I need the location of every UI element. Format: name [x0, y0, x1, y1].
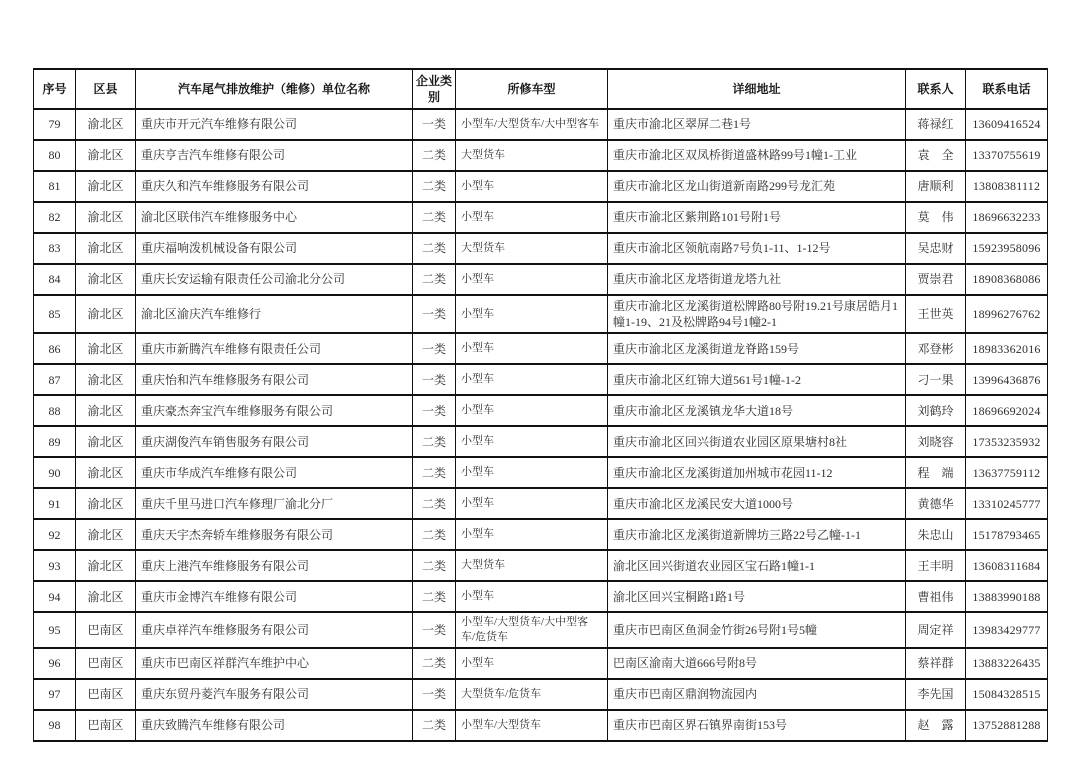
- cell-index: 93: [34, 550, 76, 581]
- cell-district: 渝北区: [76, 364, 136, 395]
- cell-index: 79: [34, 109, 76, 140]
- cell-index: 87: [34, 364, 76, 395]
- cell-name: 重庆市华成汽车维修有限公司: [136, 457, 413, 488]
- table-row: [34, 426, 1048, 457]
- cell-district: 渝北区: [76, 519, 136, 550]
- cell-phone: 13752881288: [966, 710, 1048, 741]
- table-row: [34, 264, 1048, 295]
- cell-index: 89: [34, 426, 76, 457]
- cell-name: 重庆卓祥汽车维修服务有限公司: [136, 612, 413, 648]
- column-header-name: 汽车尾气排放维护（维修）单位名称: [136, 69, 413, 109]
- cell-address: 重庆市渝北区龙溪镇龙华大道18号: [608, 395, 906, 426]
- cell-district: 渝北区: [76, 581, 136, 612]
- cell-name: 重庆市开元汽车维修有限公司: [136, 109, 413, 140]
- cell-vehicle_types: 小型车: [456, 364, 608, 395]
- cell-phone: 13983429777: [966, 612, 1048, 648]
- cell-contact: 蒋禄红: [906, 109, 966, 140]
- exhaust-maintenance-table: [33, 68, 1048, 742]
- cell-district: 巴南区: [76, 612, 136, 648]
- table-row: [34, 295, 1048, 333]
- cell-phone: 13883226435: [966, 648, 1048, 679]
- cell-category: 二类: [413, 264, 456, 295]
- cell-index: 88: [34, 395, 76, 426]
- cell-category: 一类: [413, 364, 456, 395]
- table-row: [34, 202, 1048, 233]
- cell-contact: 邓登彬: [906, 333, 966, 364]
- cell-contact: 袁 全: [906, 140, 966, 171]
- cell-name: 重庆天宇杰奔轿车维修服务有限公司: [136, 519, 413, 550]
- cell-name: 重庆福响泼机械设备有限公司: [136, 233, 413, 264]
- table-row: [34, 109, 1048, 140]
- cell-vehicle_types: 大型货车: [456, 140, 608, 171]
- cell-vehicle_types: 小型车: [456, 426, 608, 457]
- cell-name: 重庆东贸丹菱汽车服务有限公司: [136, 679, 413, 710]
- cell-category: 二类: [413, 202, 456, 233]
- cell-contact: 莫 伟: [906, 202, 966, 233]
- cell-contact: 贾崇君: [906, 264, 966, 295]
- cell-address: 重庆市渝北区回兴街道农业园区原果塘村8社: [608, 426, 906, 457]
- cell-category: 二类: [413, 457, 456, 488]
- cell-index: 90: [34, 457, 76, 488]
- column-header-phone: 联系电话: [966, 69, 1048, 109]
- cell-vehicle_types: 小型车/大型货车/大中型客车: [456, 109, 608, 140]
- cell-contact: 黄德华: [906, 488, 966, 519]
- column-header-vehicle_types: 所修车型: [456, 69, 608, 109]
- cell-address: 重庆市渝北区龙塔街道龙塔九社: [608, 264, 906, 295]
- column-header-contact: 联系人: [906, 69, 966, 109]
- cell-contact: 赵 露: [906, 710, 966, 741]
- cell-address: 重庆市渝北区双凤桥街道盛林路99号1幢1-工业: [608, 140, 906, 171]
- cell-vehicle_types: 小型车/大型货车: [456, 710, 608, 741]
- cell-district: 巴南区: [76, 679, 136, 710]
- cell-phone: 18983362016: [966, 333, 1048, 364]
- cell-name: 重庆市巴南区祥群汽车维护中心: [136, 648, 413, 679]
- cell-index: 98: [34, 710, 76, 741]
- column-header-district: 区县: [76, 69, 136, 109]
- cell-contact: 曹祖伟: [906, 581, 966, 612]
- cell-contact: 刘鹤玲: [906, 395, 966, 426]
- cell-contact: 朱忠山: [906, 519, 966, 550]
- cell-index: 84: [34, 264, 76, 295]
- cell-name: 重庆千里马进口汽车修理厂渝北分厂: [136, 488, 413, 519]
- cell-district: 渝北区: [76, 264, 136, 295]
- cell-district: 渝北区: [76, 333, 136, 364]
- cell-phone: 17353235932: [966, 426, 1048, 457]
- cell-phone: 15923958096: [966, 233, 1048, 264]
- cell-vehicle_types: 小型车: [456, 202, 608, 233]
- table-row: [34, 519, 1048, 550]
- table-row: [34, 364, 1048, 395]
- table-row: [34, 395, 1048, 426]
- cell-contact: 蔡祥群: [906, 648, 966, 679]
- cell-address: 重庆市巴南区鱼洞金竹街26号附1号5幢: [608, 612, 906, 648]
- table-body: [34, 109, 1048, 741]
- cell-contact: 刘晓容: [906, 426, 966, 457]
- cell-vehicle_types: 小型车: [456, 395, 608, 426]
- table-row: [34, 140, 1048, 171]
- cell-phone: 13883990188: [966, 581, 1048, 612]
- cell-vehicle_types: 小型车: [456, 519, 608, 550]
- cell-category: 一类: [413, 333, 456, 364]
- cell-name: 重庆怡和汽车维修服务有限公司: [136, 364, 413, 395]
- table-row: [34, 457, 1048, 488]
- cell-district: 渝北区: [76, 426, 136, 457]
- cell-name: 重庆亨吉汽车维修有限公司: [136, 140, 413, 171]
- column-header-address: 详细地址: [608, 69, 906, 109]
- column-header-category: 企业类别: [413, 69, 456, 109]
- cell-index: 85: [34, 295, 76, 333]
- cell-name: 重庆久和汽车维修服务有限公司: [136, 171, 413, 202]
- cell-contact: 周定祥: [906, 612, 966, 648]
- cell-category: 一类: [413, 612, 456, 648]
- cell-phone: 13608311684: [966, 550, 1048, 581]
- cell-district: 渝北区: [76, 295, 136, 333]
- cell-vehicle_types: 小型车: [456, 333, 608, 364]
- cell-address: 重庆市渝北区紫荆路101号附1号: [608, 202, 906, 233]
- cell-address: 重庆市渝北区龙溪街道加州城市花园11-12: [608, 457, 906, 488]
- cell-phone: 18908368086: [966, 264, 1048, 295]
- column-header-index: 序号: [34, 69, 76, 109]
- cell-contact: 唐顺利: [906, 171, 966, 202]
- cell-index: 91: [34, 488, 76, 519]
- cell-category: 二类: [413, 550, 456, 581]
- cell-district: 渝北区: [76, 140, 136, 171]
- cell-name: 重庆市新腾汽车维修有限责任公司: [136, 333, 413, 364]
- cell-phone: 13808381112: [966, 171, 1048, 202]
- cell-phone: 13996436876: [966, 364, 1048, 395]
- table-row: [34, 679, 1048, 710]
- cell-district: 渝北区: [76, 395, 136, 426]
- cell-phone: 13609416524: [966, 109, 1048, 140]
- cell-name: 重庆湖俊汽车销售服务有限公司: [136, 426, 413, 457]
- cell-phone: 18696632233: [966, 202, 1048, 233]
- cell-phone: 13370755619: [966, 140, 1048, 171]
- cell-vehicle_types: 大型货车: [456, 550, 608, 581]
- cell-phone: 18696692024: [966, 395, 1048, 426]
- table-row: [34, 581, 1048, 612]
- cell-district: 渝北区: [76, 488, 136, 519]
- cell-vehicle_types: 小型车/大型货车/大中型客车/危货车: [456, 612, 608, 648]
- cell-district: 渝北区: [76, 233, 136, 264]
- table-row: [34, 488, 1048, 519]
- cell-index: 92: [34, 519, 76, 550]
- cell-district: 渝北区: [76, 109, 136, 140]
- cell-index: 82: [34, 202, 76, 233]
- table-row: [34, 333, 1048, 364]
- cell-category: 二类: [413, 171, 456, 202]
- cell-index: 83: [34, 233, 76, 264]
- cell-phone: 13310245777: [966, 488, 1048, 519]
- cell-address: 重庆市渝北区翠屏二巷1号: [608, 109, 906, 140]
- cell-category: 二类: [413, 140, 456, 171]
- cell-address: 重庆市渝北区领航南路7号负1-11、1-12号: [608, 233, 906, 264]
- cell-phone: 13637759112: [966, 457, 1048, 488]
- cell-vehicle_types: 小型车: [456, 171, 608, 202]
- cell-address: 巴南区渝南大道666号附8号: [608, 648, 906, 679]
- cell-category: 二类: [413, 519, 456, 550]
- cell-vehicle_types: 大型货车/危货车: [456, 679, 608, 710]
- table-header-row: [34, 69, 1048, 109]
- cell-district: 渝北区: [76, 171, 136, 202]
- cell-category: 一类: [413, 679, 456, 710]
- cell-name: 重庆长安运输有限责任公司渝北分公司: [136, 264, 413, 295]
- cell-category: 二类: [413, 648, 456, 679]
- cell-phone: 15178793465: [966, 519, 1048, 550]
- cell-vehicle_types: 大型货车: [456, 233, 608, 264]
- table-row: [34, 233, 1048, 264]
- cell-index: 95: [34, 612, 76, 648]
- cell-vehicle_types: 小型车: [456, 648, 608, 679]
- table-row: [34, 612, 1048, 648]
- cell-category: 二类: [413, 233, 456, 264]
- cell-district: 渝北区: [76, 202, 136, 233]
- table-row: [34, 171, 1048, 202]
- table-row: [34, 710, 1048, 741]
- cell-index: 81: [34, 171, 76, 202]
- cell-address: 渝北区回兴宝桐路1路1号: [608, 581, 906, 612]
- cell-address: 重庆市巴南区鼎润物流园内: [608, 679, 906, 710]
- cell-address: 重庆市渝北区龙溪民安大道1000号: [608, 488, 906, 519]
- cell-address: 重庆市渝北区龙溪街道新牌坊三路22号乙幢-1-1: [608, 519, 906, 550]
- cell-category: 一类: [413, 295, 456, 333]
- cell-category: 一类: [413, 109, 456, 140]
- cell-name: 重庆豪杰奔宝汽车维修服务有限公司: [136, 395, 413, 426]
- cell-vehicle_types: 小型车: [456, 488, 608, 519]
- cell-index: 80: [34, 140, 76, 171]
- cell-contact: 刁一果: [906, 364, 966, 395]
- cell-address: 重庆市渝北区红锦大道561号1幢-1-2: [608, 364, 906, 395]
- cell-contact: 吴忠财: [906, 233, 966, 264]
- cell-district: 巴南区: [76, 648, 136, 679]
- cell-address: 重庆市渝北区龙溪街道龙脊路159号: [608, 333, 906, 364]
- cell-name: 重庆市金博汽车维修有限公司: [136, 581, 413, 612]
- cell-vehicle_types: 小型车: [456, 264, 608, 295]
- cell-index: 96: [34, 648, 76, 679]
- cell-address: 重庆市巴南区界石镇界南街153号: [608, 710, 906, 741]
- cell-district: 渝北区: [76, 550, 136, 581]
- cell-contact: 李先国: [906, 679, 966, 710]
- cell-category: 二类: [413, 581, 456, 612]
- cell-index: 97: [34, 679, 76, 710]
- cell-vehicle_types: 小型车: [456, 457, 608, 488]
- cell-district: 巴南区: [76, 710, 136, 741]
- table-row: [34, 550, 1048, 581]
- table-row: [34, 648, 1048, 679]
- cell-index: 86: [34, 333, 76, 364]
- cell-name: 重庆致腾汽车维修有限公司: [136, 710, 413, 741]
- cell-name: 渝北区渝庆汽车维修行: [136, 295, 413, 333]
- cell-category: 二类: [413, 426, 456, 457]
- cell-vehicle_types: 小型车: [456, 581, 608, 612]
- cell-contact: 程 端: [906, 457, 966, 488]
- cell-category: 二类: [413, 710, 456, 741]
- cell-address: 渝北区回兴街道农业园区宝石路1幢1-1: [608, 550, 906, 581]
- cell-phone: 18996276762: [966, 295, 1048, 333]
- cell-phone: 15084328515: [966, 679, 1048, 710]
- cell-name: 渝北区联伟汽车维修服务中心: [136, 202, 413, 233]
- cell-district: 渝北区: [76, 457, 136, 488]
- cell-address: 重庆市渝北区龙山街道新南路299号龙汇苑: [608, 171, 906, 202]
- cell-category: 一类: [413, 395, 456, 426]
- cell-vehicle_types: 小型车: [456, 295, 608, 333]
- cell-index: 94: [34, 581, 76, 612]
- cell-contact: 王世英: [906, 295, 966, 333]
- cell-contact: 王丰明: [906, 550, 966, 581]
- cell-name: 重庆上港汽车维修服务有限公司: [136, 550, 413, 581]
- cell-category: 二类: [413, 488, 456, 519]
- cell-address: 重庆市渝北区龙溪街道松牌路80号附19.21号康居皓月1幢1-19、21及松牌路94号1幢2-1: [608, 295, 906, 333]
